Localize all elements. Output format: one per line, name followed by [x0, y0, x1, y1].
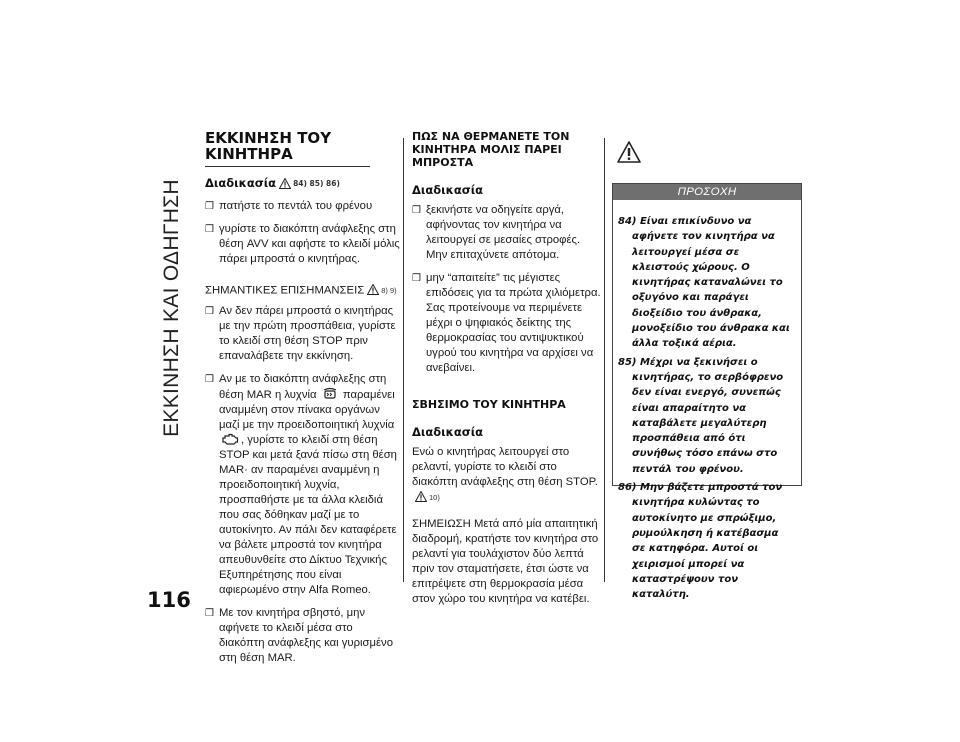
list-item: [205, 606, 400, 666]
warning-list: [613, 200, 801, 602]
note-text: Αν δεν πάρει μπροστά ο κινητήρας με την πρώτη προσπάθεια, γυρίστε το κλειδί στη θέση STOP πριν επαναλάβετε την εκκίνηση.: [219, 304, 396, 362]
engine-check-lamp-icon: [221, 433, 239, 446]
warning-triangle-icon: [279, 178, 291, 189]
notes-title-text: ΣΗΜΑΝΤΙΚΕΣ ΕΠΙΣΗΜΑΝΣΕΙΣ: [205, 283, 365, 296]
list-item: [205, 199, 400, 214]
warning-header: ΠΡΟΣΟΧΗ: [613, 184, 801, 200]
list-item: [205, 372, 400, 598]
checkbox-bullet-icon: ❒: [205, 223, 214, 235]
checkbox-bullet-icon: ❒: [412, 205, 421, 216]
step-text: γυρίστε το διακόπτη ανάφλεξης στη θέση AVV και αφήστε το κλειδί μόλις πάρει μπροστά ο κινητήρας.: [219, 222, 400, 265]
side-title-text: ΕΚΚΙΝΗΣΗ ΚΑΙ ΟΔΗΓΗΣΗ: [160, 179, 184, 437]
section-side-title: [152, 128, 192, 488]
procedure-title: [205, 176, 400, 191]
list-item: [412, 271, 602, 376]
stop-text: Ενώ ο κινητήρας λειτουργεί στο ρελαντί, γυρίστε το κλειδί στο διακόπτη ανάφλεξης στη θέση STOP.: [412, 446, 598, 488]
checkbox-bullet-icon: ❒: [412, 273, 421, 284]
note2-part-a: Αν με το διακόπτη ανάφλεξης στη θέση MAR η λυχνία: [219, 372, 387, 401]
stop-refs: 10): [429, 493, 440, 502]
checkbox-bullet-icon: ❒: [205, 305, 214, 317]
procedure-title: Διαδικασία: [412, 183, 484, 197]
heading-start-engine: ΕΚΚΙΝΗΣΗ ΤΟΥ ΚΙΝΗΤΗΡΑ: [205, 129, 332, 163]
note-text: [219, 372, 400, 598]
column-divider-2: [604, 138, 605, 582]
warning-item: 86) Μην βάζετε μπροστά τον κινητήρα κυλώντας το αυτοκίνητο με σπρώξιμο, ρυμούλκηση ή κατέβασμα σε κατηφόρα. Αυτοί οι χειρισμοί μπορεί να καταστρέψουν τον καταλύτη.: [618, 482, 783, 601]
warning-box: [612, 183, 802, 601]
list-item: [412, 203, 602, 263]
important-notes-title: [205, 283, 400, 298]
warning-item: 84) Είναι επικίνδυνο να αφήνετε τον κινητήρα να λειτουργεί μέσα σε κλειστούς χώρους. Ο κινητήρας καταναλώνει το οξυγόνο και παράγει διοξείδιο του άνθρακα, μονοξείδιο του άνθρακα και άλλα τοξικά αέρια.: [618, 216, 790, 350]
procedure-refs: 84) 85) 86): [293, 178, 340, 188]
step-text: μην “απαιτείτε” τις μέγιστες επιδόσεις για τα πρώτα χιλιόμετρα. Σας προτείνουμε να περιμένετε μέχρι ο ψηφιακός δείκτης της θερμοκρασίας του αντιψυκτικού υγρού του κινητήρα να αρχίσει να ανεβαίνει.: [426, 272, 601, 374]
list-item: [205, 222, 400, 267]
step-text: ξεκινήστε να οδηγείτε αργά, αφήνοντας τον κινητήρα να λειτουργεί σε μεσαίες στροφές. Μην επιταχύνετε απότομα.: [426, 204, 581, 261]
column-warm-up-engine: [412, 130, 602, 616]
note2-part-c: , γυρίστε το κλειδί στη θέση STOP και μετά ξανά πίσω στη θέση MAR· αν παραμένει αναμμένη η προειδοποιητική λυχνία, προσπαθήστε με τα άλλα κλειδιά που σας δόθηκαν μαζί με το αυτοκίνητο. Αν πάλι δεν καταφέρετε να βάλετε μπροστά τον κινητήρα απευθυνθείτε στο Δίκτυο Τεχνικής Εξυπηρέτησης που είναι αφιερωμένο στην Alfa Romeo.: [219, 433, 397, 596]
notes-refs: 8) 9): [381, 285, 397, 295]
heading-rule: [205, 166, 370, 167]
list-item: [205, 304, 400, 364]
heading-warm-up: ΠΩΣ ΝΑ ΘΕΡΜΑΝΕΤΕ ΤΟΝ ΚΙΝΗΤΗΡΑ ΜΟΛΙΣ ΠΑΡΕΙ ΜΠΡΟΣΤΑ: [412, 130, 570, 169]
checkbox-bullet-icon: ❒: [205, 373, 214, 385]
page-number: 116: [147, 588, 191, 612]
warning-triangle-icon: [617, 141, 641, 163]
step-text: πατήστε το πεντάλ του φρένου: [219, 199, 373, 212]
warning-item: 85) Μέχρι να ξεκινήσει ο κινητήρας, το σερβόφρενο δεν είναι ενεργό, συνεπώς είναι απαραίτητο να καταβάλετε μεγαλύτερη προσπάθεια από ότι συνήθως τόσο επάνω στο πεντάλ του φρένου.: [618, 356, 784, 475]
procedure-title: Διαδικασία: [412, 425, 484, 439]
glow-plug-lamp-icon: [322, 387, 338, 401]
column-start-engine: [205, 130, 400, 674]
stop-paragraph: [412, 445, 602, 505]
note-text: Με τον κινητήρα σβηστό, μην αφήνετε το κλειδί μέσα στο διακόπτη ανάφλεξης και γυρισμένο στη θέση MAR.: [219, 606, 393, 664]
note2-part-b: παραμένει αναμμένη στον πίνακα οργάνων μαζί με την προειδοποιητική λυχνία: [219, 388, 395, 431]
column-divider-1: [403, 138, 404, 582]
checkbox-bullet-icon: ❒: [205, 200, 214, 212]
warning-triangle-icon: [367, 284, 379, 295]
warning-triangle-icon: [415, 491, 427, 502]
note-paragraph: ΣΗΜΕΙΩΣΗ Μετά από μία απαιτητική διαδρομή, κρατήστε τον κινητήρα στο ρελαντί για τουλάχιστον δύο λεπτά πριν τον σταματήσετε, έτσι ώστε να επιτρέψετε στη θερμοκρασία μέσα στον χώρο του κινητήρα να κατέβει.: [412, 518, 599, 606]
checkbox-bullet-icon: ❒: [205, 607, 214, 619]
procedure-title-text: Διαδικασία: [205, 176, 277, 190]
heading-stop-engine: ΣΒΗΣΙΜΟ ΤΟΥ ΚΙΝΗΤΗΡΑ: [412, 398, 566, 411]
